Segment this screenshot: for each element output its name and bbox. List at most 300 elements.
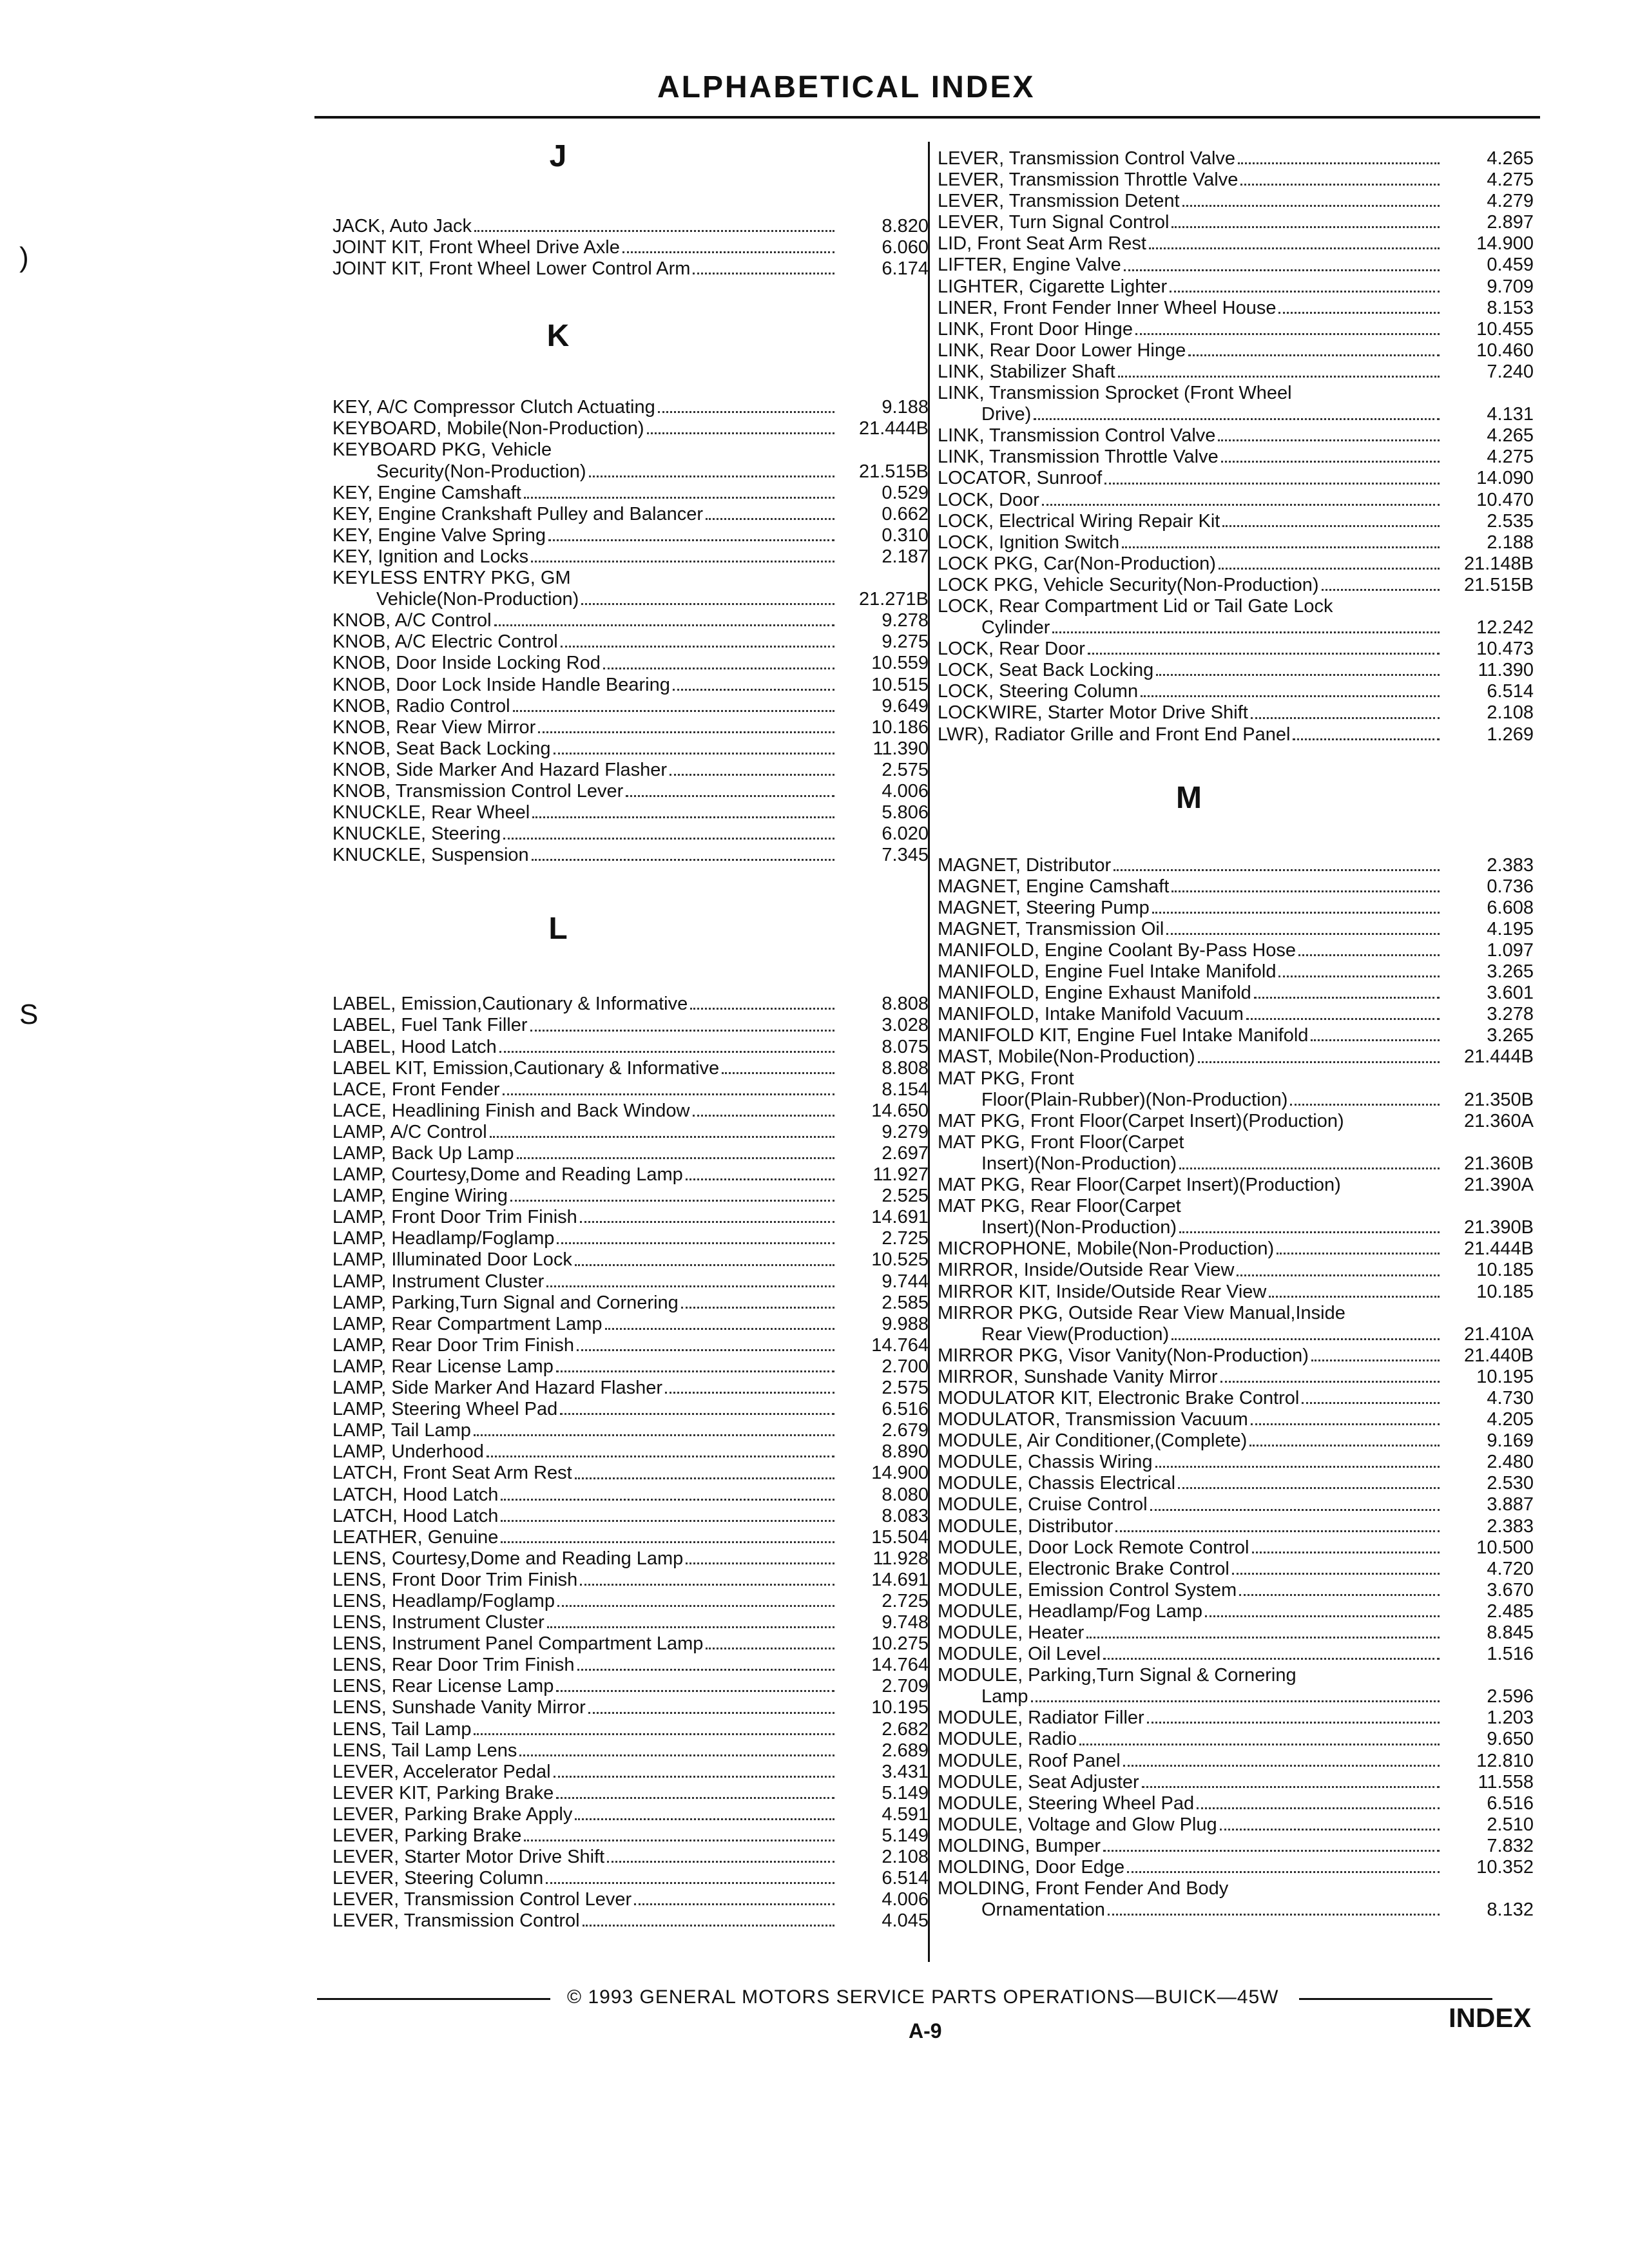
entry-page: 21.390A: [1463, 1175, 1534, 1196]
index-entry: [938, 276, 1534, 298]
entry-page: 6.020: [882, 823, 929, 845]
entry-page: 2.682: [882, 1718, 929, 1740]
entry-page: 2.575: [882, 1378, 929, 1399]
footer-rule-left: [317, 1998, 550, 2000]
entry-page: 12.810: [1476, 1750, 1534, 1771]
index-entry: [938, 617, 1534, 639]
index-entry: [333, 1164, 929, 1186]
entry-name: LEVER, Starter Motor Drive Shift: [333, 1847, 605, 1868]
dot-leader: [634, 1903, 834, 1905]
index-entry: [938, 447, 1534, 468]
entry-name: LEVER, Accelerator Pedal: [333, 1761, 551, 1782]
entry-page: 14.691: [871, 1569, 929, 1590]
entry-page: 10.559: [871, 653, 929, 674]
section-letter: K: [546, 319, 570, 354]
dot-leader: [665, 1392, 834, 1394]
index-entry: [938, 1686, 1534, 1707]
entry-name: JOINT KIT, Front Wheel Lower Control Arm: [333, 258, 691, 280]
entry-name: MAST, Mobile(Non-Production): [938, 1046, 1195, 1068]
dot-leader: [1124, 269, 1440, 271]
entry-name: JACK, Auto Jack: [333, 216, 472, 236]
dot-leader: [532, 816, 834, 818]
dot-leader: [1141, 695, 1440, 697]
index-entry: [938, 1814, 1534, 1836]
dot-leader: [1237, 1274, 1440, 1276]
entry-page: 8.808: [882, 1057, 929, 1079]
index-entry: [938, 1452, 1534, 1473]
dot-leader: [589, 476, 834, 477]
dot-leader: [1178, 1487, 1440, 1489]
entry-name: MODULE, Distributor: [938, 1515, 1113, 1537]
entry-page: 9.188: [882, 397, 929, 418]
entry-name: MAGNET, Steering Pump: [938, 897, 1150, 918]
index-entry: [938, 1665, 1534, 1686]
dot-leader: [1293, 738, 1440, 740]
index-entry: [333, 1847, 929, 1868]
dot-leader: [1197, 1807, 1440, 1809]
entry-name: LINER, Front Fender Inner Wheel House: [938, 297, 1277, 318]
entry-name: LOCK, Seat Back Locking: [938, 660, 1154, 681]
entry-page: 8.820: [882, 216, 929, 236]
dot-leader: [686, 1562, 834, 1564]
index-entry: [938, 383, 1534, 404]
index-entry: [333, 1655, 929, 1676]
index-entry: [333, 1825, 929, 1847]
entry-name: LEVER, Parking Brake: [333, 1825, 522, 1846]
index-entry: [938, 1175, 1534, 1196]
index-entry: [938, 490, 1534, 511]
entry-page: 21.444B: [1463, 1238, 1534, 1260]
dot-leader: [490, 1136, 834, 1138]
entry-name: KNOB, Transmission Control Lever: [333, 780, 624, 802]
entry-page: 10.500: [1476, 1537, 1534, 1558]
dot-leader: [706, 518, 834, 520]
entry-name: KNOB, Door Lock Inside Handle Bearing: [333, 674, 670, 695]
dot-leader: [1277, 1253, 1440, 1254]
entry-name: MODULE, Radiator Filler: [938, 1707, 1144, 1729]
entry-page: 10.186: [871, 716, 929, 738]
entry-page: 8.154: [882, 1079, 929, 1100]
page-number: A-9: [909, 2019, 942, 2042]
dot-leader: [1278, 312, 1440, 314]
entry-page: 2.108: [1487, 702, 1534, 724]
index-entry: [938, 404, 1534, 425]
index-entry: [333, 653, 929, 674]
index-entry: [333, 483, 929, 504]
index-entry: [938, 876, 1534, 898]
dot-leader: [1182, 205, 1440, 207]
index-entry: [333, 1633, 929, 1655]
entry-page: 6.514: [1487, 681, 1534, 702]
entry-page: 3.265: [1487, 961, 1534, 983]
entry-page: 2.585: [882, 1292, 929, 1313]
index-entry: [333, 1037, 929, 1058]
entry-page: 2.689: [882, 1740, 929, 1761]
entry-page: 2.596: [1487, 1686, 1534, 1707]
index-entry: [333, 1527, 929, 1548]
entry-name: KNOB, Radio Control: [333, 695, 510, 716]
entry-name: MIRROR, Sunshade Vanity Mirror: [938, 1366, 1218, 1387]
entry-page: 9.748: [882, 1612, 929, 1633]
entry-page: 1.269: [1487, 724, 1534, 745]
dot-leader: [1171, 890, 1440, 892]
index-entry: [938, 1282, 1534, 1303]
entry-name: Insert)(Non-Production): [981, 1153, 1177, 1174]
index-entry: [333, 1910, 929, 1932]
entry-page: 8.075: [882, 1036, 929, 1057]
rows-right-top: [938, 148, 1534, 745]
entry-page: 10.525: [871, 1249, 929, 1271]
index-entry: [938, 1111, 1534, 1132]
index-entry: [333, 1356, 929, 1378]
entry-name: MOLDING, Bumper: [938, 1835, 1101, 1856]
entry-name: LEVER, Transmission Control: [333, 1910, 580, 1932]
entry-page: 4.265: [1487, 148, 1534, 169]
entry-page: 9.650: [1487, 1729, 1534, 1750]
dot-leader: [1249, 1445, 1440, 1446]
dot-leader: [1142, 1786, 1440, 1788]
entry-page: 6.514: [882, 1868, 929, 1889]
section-letter: L: [548, 912, 568, 947]
entry-name: LINK, Transmission Sprocket (Front Wheel: [938, 383, 1292, 404]
index-entry: [938, 1601, 1534, 1622]
dot-leader: [501, 1520, 834, 1522]
index-entry: [333, 1399, 929, 1420]
index-entry: [938, 340, 1534, 361]
index-entry: [333, 216, 929, 237]
entry-page: 2.697: [882, 1143, 929, 1164]
entry-page: 7.345: [882, 845, 929, 866]
dot-leader: [622, 251, 834, 253]
entry-name: KNOB, Rear View Mirror: [333, 716, 536, 738]
entry-name: MANIFOLD KIT, Engine Fuel Intake Manifold: [938, 1025, 1309, 1046]
entry-page: 7.240: [1487, 361, 1534, 382]
dot-leader: [1086, 1637, 1440, 1639]
entry-name: LOCK, Electrical Wiring Repair Kit: [938, 510, 1220, 532]
entry-name: KNOB, Seat Back Locking: [333, 738, 551, 759]
entry-name: KEY, A/C Compressor Clutch Actuating: [333, 397, 655, 418]
index-entry: [333, 823, 929, 845]
entry-page: 2.480: [1487, 1452, 1534, 1473]
dot-leader: [524, 497, 834, 499]
entry-page: 2.575: [882, 759, 929, 780]
entry-page: 8.153: [1487, 297, 1534, 318]
index-entry: [938, 169, 1534, 191]
index-entry: [333, 738, 929, 760]
entry-page: 4.006: [882, 1889, 929, 1910]
entry-page: 21.390B: [1463, 1217, 1534, 1238]
entry-name: MAGNET, Transmission Oil: [938, 918, 1164, 939]
entry-name: LOCATOR, Sunroof: [938, 468, 1103, 489]
entry-name: LOCK, Rear Door: [938, 639, 1085, 660]
entry-name: LEVER, Parking Brake Apply: [333, 1803, 573, 1825]
index-entry: [333, 1100, 929, 1122]
dot-leader: [510, 1200, 834, 1202]
dot-leader: [580, 1221, 834, 1223]
entry-page: 14.900: [871, 1463, 929, 1484]
entry-page: 2.709: [882, 1676, 929, 1697]
entry-name: MODULE, Electronic Brake Control: [938, 1558, 1229, 1579]
dot-leader: [501, 1499, 834, 1501]
entry-page: 5.149: [882, 1782, 929, 1803]
dot-leader: [530, 1030, 835, 1032]
index-entry: [938, 1473, 1534, 1494]
index-entry: [333, 439, 929, 461]
entry-name: LAMP, Headlamp/Foglamp: [333, 1228, 555, 1249]
dot-leader: [494, 624, 834, 626]
index-entry: [938, 1494, 1534, 1515]
dot-leader: [1220, 1381, 1440, 1383]
index-entry: [333, 1591, 929, 1612]
index-entry: [333, 994, 929, 1015]
dot-leader: [557, 1242, 834, 1244]
entry-name: LID, Front Seat Arm Rest: [938, 233, 1146, 255]
entry-name: MODULE, Roof Panel: [938, 1750, 1121, 1771]
entry-name: LAMP, Underhood: [333, 1441, 484, 1463]
index-entry: [938, 1345, 1534, 1367]
dot-leader: [503, 838, 834, 840]
index-entry: [333, 1079, 929, 1100]
entry-page: 6.516: [1487, 1792, 1534, 1814]
entry-page: 21.350B: [1463, 1089, 1534, 1110]
entry-page: 8.808: [882, 994, 929, 1015]
entry-name: LENS, Tail Lamp: [333, 1718, 472, 1740]
entry-page: 5.806: [882, 802, 929, 823]
entry-name: KNUCKLE, Suspension: [333, 845, 529, 866]
index-entry: [333, 717, 929, 738]
entry-name: LAMP, Rear Door Trim Finish: [333, 1334, 574, 1356]
dot-leader: [1188, 354, 1440, 356]
header-rule: [314, 116, 1540, 119]
dot-leader: [1150, 1509, 1440, 1511]
entry-name: Security(Non-Production): [376, 461, 586, 482]
dot-leader: [1322, 589, 1440, 591]
index-entry: [938, 1004, 1534, 1025]
entry-name: LAMP, Steering Wheel Pad: [333, 1399, 558, 1420]
entry-page: 0.459: [1487, 255, 1534, 276]
index-entry: [938, 961, 1534, 983]
section-l: [333, 911, 929, 1932]
index-entry: [938, 1367, 1534, 1388]
index-entry: [333, 1889, 929, 1910]
entry-page: 9.649: [882, 695, 929, 716]
index-entry: [938, 1090, 1534, 1111]
entry-page: 10.352: [1476, 1857, 1534, 1878]
dot-leader: [670, 774, 834, 776]
dot-leader: [474, 1733, 834, 1735]
entry-page: 14.650: [871, 1100, 929, 1121]
entry-name: MODULE, Seat Adjuster: [938, 1771, 1139, 1792]
dot-leader: [474, 230, 834, 232]
dot-leader: [557, 1605, 834, 1607]
entry-page: 2.485: [1487, 1600, 1534, 1622]
entry-name: LABEL KIT, Emission,Cautionary & Informative: [333, 1057, 720, 1079]
index-entry: [938, 1559, 1534, 1580]
entry-name: LACE, Headlining Finish and Back Window: [333, 1100, 690, 1121]
index-entry: [938, 919, 1534, 940]
entry-page: 11.390: [872, 738, 929, 759]
dot-leader: [1052, 631, 1440, 633]
entry-name: LAMP, Back Up Lamp: [333, 1143, 514, 1164]
entry-page: 21.360A: [1463, 1110, 1534, 1131]
entry-page: 11.558: [1478, 1771, 1534, 1792]
entry-name: LATCH, Hood Latch: [333, 1505, 499, 1526]
dot-leader: [1198, 1061, 1440, 1063]
entry-page: 6.060: [882, 237, 929, 258]
index-entry: [333, 1015, 929, 1036]
index-entry: [333, 696, 929, 717]
entry-page: 2.383: [1487, 1515, 1534, 1537]
margin-mark: S: [19, 999, 39, 1030]
entry-name: Insert)(Non-Production): [981, 1217, 1177, 1238]
entry-name: LAMP, Rear License Lamp: [333, 1356, 554, 1377]
index-entry: [938, 255, 1534, 276]
entry-page: 4.131: [1487, 404, 1534, 425]
entry-page: 1.097: [1487, 940, 1534, 961]
index-entry: [333, 258, 929, 280]
entry-name: Floor(Plain-Rubber)(Non-Production): [981, 1089, 1288, 1110]
index-entry: [938, 1793, 1534, 1814]
index-entry: [938, 1857, 1534, 1878]
dot-leader: [1298, 954, 1440, 956]
entry-page: 6.608: [1487, 897, 1534, 918]
entry-name: Lamp: [981, 1686, 1028, 1707]
index-entry: [333, 1740, 929, 1762]
entry-name: KEY, Engine Crankshaft Pulley and Balancer: [333, 503, 703, 524]
entry-name: LENS, Tail Lamp Lens: [333, 1740, 517, 1761]
entry-name: LAMP, A/C Control: [333, 1121, 487, 1142]
entry-name: MODULE, Chassis Electrical: [938, 1473, 1176, 1494]
index-entry: [333, 1314, 929, 1335]
dot-leader: [487, 1456, 834, 1457]
dot-leader: [1254, 997, 1440, 999]
dot-leader: [658, 411, 834, 413]
entry-name: KNOB, A/C Electric Control: [333, 631, 558, 653]
entry-page: 5.149: [882, 1825, 929, 1846]
index-entry: [333, 1485, 929, 1506]
entry-name: KNOB, Side Marker And Hazard Flasher: [333, 759, 667, 780]
dot-leader: [556, 1370, 834, 1372]
entry-name: LENS, Instrument Panel Compartment Lamp: [333, 1633, 704, 1655]
entry-name: LOCKWIRE, Starter Motor Drive Shift: [938, 702, 1248, 724]
entry-page: 2.679: [882, 1420, 929, 1441]
index-entry: [938, 1751, 1534, 1772]
entry-name: LINK, Rear Door Lower Hinge: [938, 340, 1186, 361]
entry-page: 0.736: [1487, 876, 1534, 897]
dot-leader: [1166, 933, 1440, 935]
dot-leader: [501, 1541, 834, 1543]
index-entry: [333, 1719, 929, 1740]
index-entry: [938, 983, 1534, 1004]
index-entry: [938, 596, 1534, 617]
dot-leader: [1311, 1360, 1440, 1361]
entry-name: Drive): [981, 404, 1032, 425]
entry-page: 2.108: [882, 1847, 929, 1868]
entry-page: 2.188: [1487, 532, 1534, 553]
index-entry: [938, 1729, 1534, 1750]
dot-leader: [1127, 1871, 1440, 1873]
dot-leader: [1152, 912, 1440, 914]
index-entry: [333, 589, 929, 610]
entry-name: MANIFOLD, Engine Exhaust Manifold: [938, 983, 1251, 1004]
entry-name: MAGNET, Engine Camshaft: [938, 876, 1170, 897]
dot-leader: [1031, 1700, 1440, 1702]
index-entry: [333, 610, 929, 631]
entry-page: 0.662: [882, 503, 929, 524]
rows-m: [938, 855, 1534, 1921]
entry-name: LOCK PKG, Car(Non-Production): [938, 553, 1216, 574]
entry-page: 21.148B: [1463, 553, 1534, 574]
rows-l: [333, 994, 929, 1932]
dot-leader: [1302, 1402, 1440, 1404]
entry-name: LABEL, Fuel Tank Filler: [333, 1015, 528, 1036]
entry-page: 21.444B: [858, 418, 929, 439]
section-letter: M: [1176, 780, 1202, 815]
dot-leader: [1311, 1039, 1440, 1041]
entry-name: MANIFOLD, Engine Coolant By-Pass Hose: [938, 940, 1296, 961]
index-entry: [938, 1153, 1534, 1175]
dot-leader: [1239, 1594, 1440, 1596]
index-entry: [333, 1441, 929, 1463]
entry-page: 21.271B: [858, 589, 929, 610]
entry-page: 8.080: [882, 1484, 929, 1505]
entry-page: 9.275: [882, 631, 929, 653]
entry-name: LINK, Stabilizer Shaft: [938, 361, 1115, 382]
entry-name: LATCH, Hood Latch: [333, 1484, 499, 1505]
dot-leader: [547, 1626, 834, 1628]
entry-name: KNOB, Door Inside Locking Rod: [333, 653, 601, 674]
dot-leader: [1103, 1658, 1440, 1660]
index-entry: [333, 1506, 929, 1527]
section-letter: J: [549, 139, 567, 173]
entry-name: LENS, Sunshade Vanity Mirror: [333, 1697, 586, 1718]
footer-rule-right: [1299, 1998, 1492, 2000]
entry-name: LOCK, Rear Compartment Lid or Tail Gate Lock: [938, 595, 1333, 617]
entry-name: LAMP, Courtesy,Dome and Reading Lamp: [333, 1164, 683, 1186]
entry-name: MAT PKG, Front: [938, 1068, 1074, 1089]
entry-page: 4.265: [1487, 425, 1534, 447]
entry-page: 3.431: [882, 1761, 929, 1782]
index-entry: [333, 418, 929, 439]
index-entry: [938, 319, 1534, 340]
index-entry: [333, 1420, 929, 1441]
entry-page: 21.410A: [1463, 1323, 1534, 1345]
entry-page: 2.510: [1487, 1814, 1534, 1835]
index-entry: [938, 212, 1534, 233]
entry-page: 21.515B: [1463, 574, 1534, 595]
dot-leader: [1156, 674, 1440, 676]
entry-page: 14.764: [871, 1334, 929, 1356]
dot-leader: [1251, 1423, 1440, 1425]
dot-leader: [538, 731, 834, 733]
entry-name: LABEL, Emission,Cautionary & Informative: [333, 994, 688, 1015]
entry-page: 9.278: [882, 610, 929, 631]
index-entry: [938, 639, 1534, 660]
dot-leader: [603, 668, 834, 669]
entry-name: KEY, Engine Camshaft: [333, 482, 521, 503]
margin-mark: ): [19, 242, 29, 273]
entry-name: MOLDING, Door Edge: [938, 1857, 1125, 1878]
dot-leader: [519, 1754, 834, 1756]
index-entry: [938, 940, 1534, 961]
dot-leader: [1079, 1744, 1440, 1745]
entry-page: 2.383: [1487, 854, 1534, 876]
dot-leader: [1108, 1914, 1440, 1916]
dot-leader: [1232, 1573, 1440, 1575]
index-entry: [938, 1516, 1534, 1537]
dot-leader: [1221, 461, 1440, 463]
rows-k: [333, 397, 929, 866]
